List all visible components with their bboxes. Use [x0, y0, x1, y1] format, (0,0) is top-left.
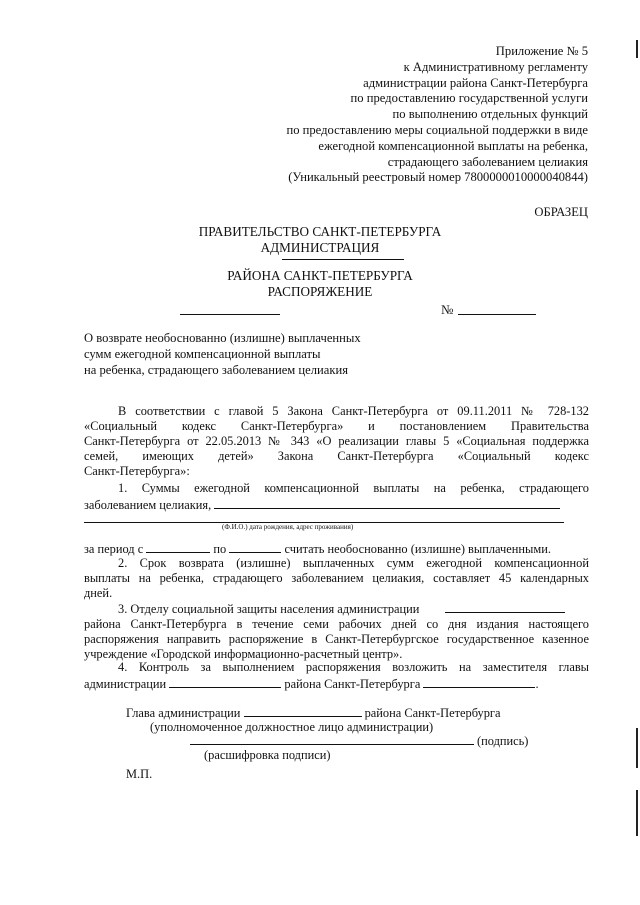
org-title-1: ПРАВИТЕЛЬСТВО САНКТ-ПЕТЕРБУРГА: [198, 224, 442, 239]
document-type: РАСПОРЯЖЕНИЕ: [267, 284, 373, 299]
point-4-admin: администрации: [84, 677, 167, 692]
head-line: [126, 704, 501, 721]
appendix-line: по выполнению отдельных функций: [392, 107, 588, 122]
scan-edge-mark: [636, 790, 638, 836]
fio-caption: (Ф.И.О.) дата рождения, адрес проживания): [222, 523, 354, 531]
point-1: [84, 481, 589, 513]
appendix-header: [286, 44, 588, 186]
point-2-line: выплаты на ребенка, страдающего заболеванием целиакия, составляет 45 календарных: [84, 571, 589, 586]
point-3-line: 3. Отделу социальной защиты населения администрации: [118, 602, 420, 616]
appendix-line: страдающего заболеванием целиакия: [387, 154, 588, 169]
intro-line: семей, имеющих детей» Закона Санкт-Петербурга «Социальный кодекс: [84, 449, 589, 464]
authorized-person: (уполномоченное должностное лицо администрации): [150, 720, 434, 734]
period-to-label: по: [213, 542, 227, 556]
department-blank: [445, 600, 565, 613]
intro-line: Санкт-Петербурга»:: [84, 464, 190, 479]
point-3-line: учреждение «Городской информационно-расчетный центр».: [84, 647, 403, 662]
point-4: [84, 660, 589, 692]
point-4-district: района Санкт-Петербурга: [284, 677, 421, 692]
point-3-line: района Санкт-Петербурга в течение семи рабочих дней со дня издания настоящего: [84, 617, 589, 632]
number-sign: №: [441, 302, 454, 317]
head-label: Глава администрации: [126, 706, 241, 720]
signature-decoding: (расшифровка подписи): [204, 748, 331, 762]
signature-label: (подпись): [477, 734, 529, 748]
appendix-line: (Уникальный реестровый номер 7800000010000040844): [288, 170, 588, 185]
head-district-blank: [244, 704, 362, 717]
period-from-blank: [146, 540, 210, 553]
appendix-line: Приложение № 5: [495, 44, 588, 58]
sample-label: ОБРАЗЕЦ: [534, 205, 588, 219]
period-line: [84, 540, 589, 557]
appendix-line: по предоставлению государственной услуги: [350, 91, 588, 106]
subject-line: О возврате необоснованно (излишне) выплаченных: [84, 331, 361, 345]
stamp-place: М.П.: [126, 767, 153, 781]
point-1-line: заболеванием целиакия,: [84, 498, 212, 513]
org-title-3: РАЙОНА САНКТ-ПЕТЕРБУРГА: [227, 268, 413, 283]
scan-edge-mark: [636, 728, 638, 768]
point-3: [84, 600, 589, 662]
period-to-blank: [229, 540, 281, 553]
admin-district-blank: [169, 675, 281, 688]
subject-block: [84, 330, 361, 379]
appendix-line: администрации района Санкт-Петербурга: [363, 75, 588, 90]
appendix-line: к Административному регламенту: [403, 59, 588, 74]
district-blank-line: [282, 259, 404, 260]
intro-paragraph: [84, 404, 589, 479]
point-2: [84, 556, 589, 601]
date-blank-line: [180, 314, 280, 315]
appendix-line: по предоставлению меры социальной поддержки в виде: [286, 122, 588, 137]
number-blank-line: [458, 314, 536, 315]
signature-blank: [190, 744, 474, 745]
period-result-text: считать необоснованно (излишне) выплаченными.: [284, 542, 551, 556]
point-2-line: дней.: [84, 586, 113, 601]
period-from-label: за период с: [84, 542, 144, 556]
point-4-end: .: [535, 677, 539, 692]
point-1-line: 1. Суммы ежегодной компенсационной выплаты на ребенка, страдающего: [118, 481, 589, 495]
point-4-line: 4. Контроль за выполнением распоряжения возложить на заместителя главы: [118, 660, 589, 674]
appendix-line: ежегодной компенсационной выплаты на ребенка,: [318, 138, 588, 153]
intro-line: «Социальный кодекс Санкт-Петербурга» и постановлением Правительства: [84, 419, 589, 434]
child-name-blank: [214, 496, 560, 509]
point-2-line: 2. Срок возврата (излишне) выплаченных сумм ежегодной компенсационной: [118, 556, 589, 570]
deputy-name-blank: [423, 675, 535, 688]
intro-line: Санкт-Петербурга от 22.05.2013 № 343 «О реализации главы 5 «Социальная поддержка: [84, 434, 589, 449]
scan-edge-mark: [636, 40, 638, 58]
intro-line: В соответствии с главой 5 Закона Санкт-Петербурга от 09.11.2011 № 728-132: [118, 404, 589, 418]
subject-line: сумм ежегодной компенсационной выплаты: [84, 347, 321, 362]
point-3-line: распоряжения направить распоряжение в Санкт-Петербургское государственное казенное: [84, 632, 589, 647]
org-title-2: АДМИНИСТРАЦИЯ: [260, 240, 380, 255]
subject-line: на ребенка, страдающего заболеванием целиакия: [84, 363, 349, 378]
head-district: района Санкт-Петербурга: [364, 706, 501, 720]
